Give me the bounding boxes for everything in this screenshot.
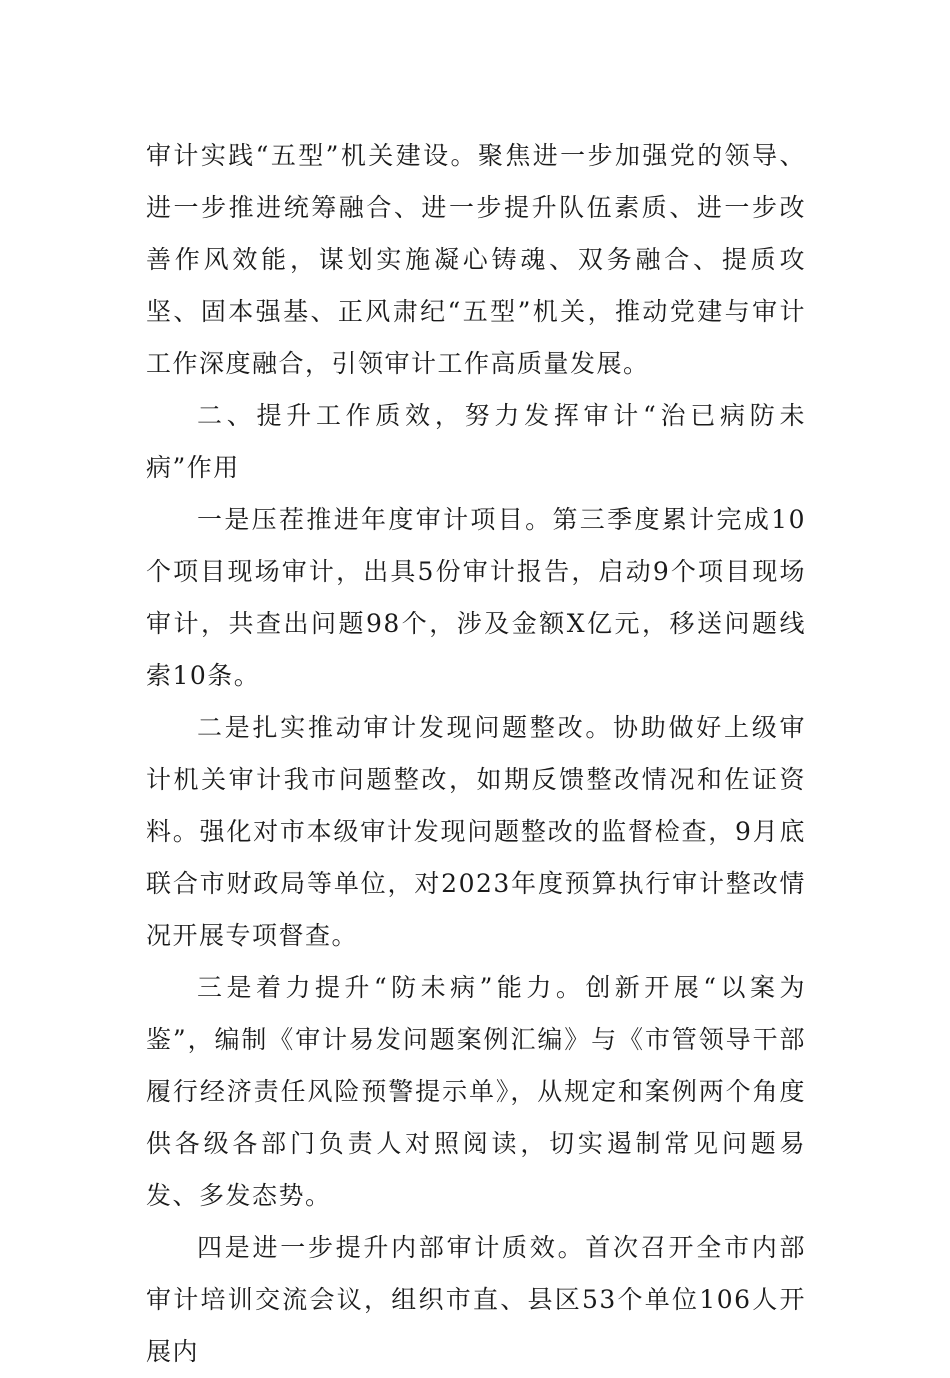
paragraph-3: 一是压茬推进年度审计项目。第三季度累计完成10个项目现场审计，出具5份审计报告，启动9个项目现场审计，共查出问题98个，涉及金额X亿元，移送问题线索10条。	[146, 505, 806, 690]
paragraph-4: 二是扎实推动审计发现问题整改。协助做好上级审计机关审计我市问题整改，如期反馈整改情况和佐证资料。强化对市本级审计发现问题整改的监督检查，9月底联合市财政局等单位，对2023年度预算执行审计整改情况开展专项督查。	[146, 713, 806, 950]
paragraph-5: 三是着力提升“防未病”能力。创新开展“以案为鉴”，编制《审计易发问题案例汇编》与《市管领导干部履行经济责任风险预警提示单》，从规定和案例两个角度供各级各部门负责人对照阅读，切实遏制常见问题易发、多发态势。	[146, 973, 806, 1210]
paragraph-1: 审计实践“五型”机关建设。聚焦进一步加强党的领导、进一步推进统筹融合、进一步提升队伍素质、进一步改善作风效能，谋划实施凝心铸魂、双务融合、提质攻坚、固本强基、正风肃纪“五型”机关，推动党建与审计工作深度融合，引领审计工作高质量发展。	[146, 141, 806, 378]
paragraph-6: 四是进一步提升内部审计质效。首次召开全市内部审计培训交流会议，组织市直、县区53个单位106人开展内	[146, 1233, 806, 1366]
section-heading: 二、提升工作质效，努力发挥审计“治已病防未病”作用	[146, 401, 806, 482]
document-body	[146, 130, 806, 1378]
